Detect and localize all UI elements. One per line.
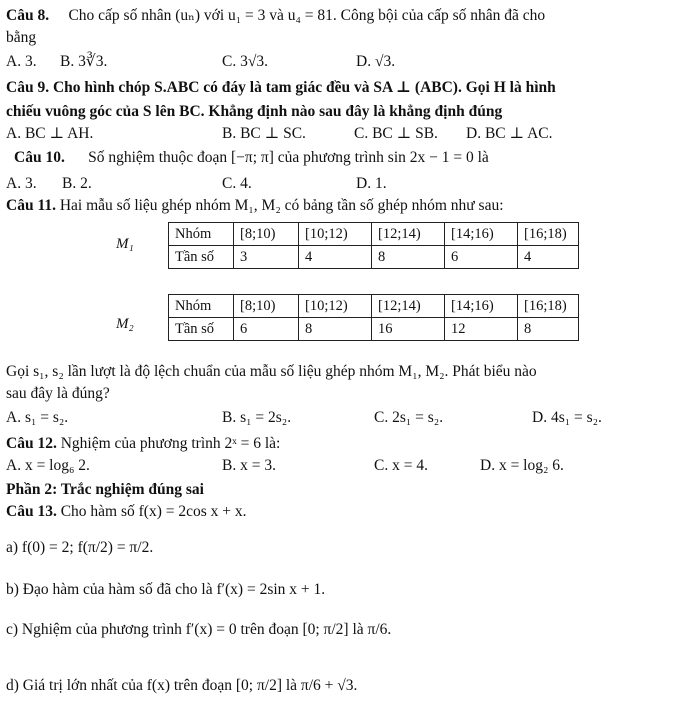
q12-option-d: D. x = log₂ 6. (480, 457, 564, 474)
q12-number: Câu 12. (6, 435, 57, 452)
table1-header-cell: [10;12) (299, 223, 372, 246)
q13-statement-b: b) Đạo hàm của hàm số đã cho là f′(x) = 2sin x + 1. (6, 581, 326, 598)
q12-option-c: C. x = 4. (374, 457, 428, 474)
q9-option-d: D. BC ⊥ AC. (466, 125, 553, 142)
q8-number: Câu 8. (6, 7, 50, 24)
table2-frequency-row (169, 318, 579, 341)
table1-header-cell: [12;14) (372, 223, 445, 246)
q10-option-b: B. 2. (62, 175, 92, 192)
table2-header-row (169, 295, 579, 318)
q8-option-b: B. 3∛3. (60, 53, 108, 70)
table1-cell: 4 (299, 246, 372, 269)
table2-header-cell: [14;16) (445, 295, 518, 318)
table1-header-cell: [16;18) (518, 223, 579, 246)
part2-heading: Phần 2: Trắc nghiệm đúng sai (6, 481, 204, 498)
frequency-table-m2 (168, 294, 579, 341)
table2-cell: 12 (445, 318, 518, 341)
q12-option-a: A. x = log₆ 2. (6, 457, 90, 474)
q8-option-d: D. √3. (356, 53, 396, 70)
q10-number: Câu 10. (14, 149, 65, 166)
q13-statement-c: c) Nghiệm của phương trình f′(x) = 0 trên đoạn [0; π/2] là π/6. (6, 621, 392, 638)
q13-text: Cho hàm số f(x) = 2cos x + x. (60, 503, 247, 520)
q11-after-text2: sau đây là đúng? (6, 385, 110, 402)
table1-header-cell: [8;10) (234, 223, 299, 246)
table1-header-cell: Nhóm (169, 223, 234, 246)
q9-option-a: A. BC ⊥ AH. (6, 125, 94, 142)
q10-line1 (14, 148, 489, 168)
q11-option-d: D. 4s₁ = s₂. (532, 409, 602, 426)
frequency-table-m1 (168, 222, 579, 269)
q12-text: Nghiệm của phương trình 2ˣ = 6 là: (60, 435, 281, 452)
q12-option-b: B. x = 3. (222, 457, 276, 474)
table1-cell: 4 (518, 246, 579, 269)
q11-text: Hai mẫu số liệu ghép nhóm M₁, M₂ có bảng tần số ghép nhóm như sau: (59, 197, 504, 214)
q8-option-c: C. 3√3. (222, 53, 268, 70)
table2-header-cell: [16;18) (518, 295, 579, 318)
q11-option-c: C. 2s₁ = s₂. (374, 409, 444, 426)
q9-line1 (6, 78, 556, 98)
table2-header-cell: [12;14) (372, 295, 445, 318)
table1-cell: Tần số (169, 246, 234, 269)
q13-statement-d: d) Giá trị lớn nhất của f(x) trên đoạn [0; π/2] là π/6 + √3. (6, 677, 358, 694)
table1-cell: 8 (372, 246, 445, 269)
table1-label: M₁ (116, 236, 134, 252)
table1-frequency-row (169, 246, 579, 269)
table2-cell: Tần số (169, 318, 234, 341)
q9-option-c: C. BC ⊥ SB. (354, 125, 438, 142)
q13-statement-a: a) f(0) = 2; f(π/2) = π/2. (6, 539, 154, 556)
table1-cell: 3 (234, 246, 299, 269)
q8-text: Cho cấp số nhân (uₙ) với u₁ = 3 và u₄ = 81. Công bội của cấp số nhân đã cho (68, 7, 546, 24)
q13-number: Câu 13. (6, 503, 57, 520)
q9-text2: chiếu vuông góc của S lên BC. Khẳng định nào sau đây là khẳng định đúng (6, 103, 503, 120)
table1-header-row (169, 223, 579, 246)
q8-option-a: A. 3. (6, 53, 37, 70)
table2-cell: 8 (518, 318, 579, 341)
q11-after-text: Gọi s₁, s₂ lần lượt là độ lệch chuẩn của mẫu số liệu ghép nhóm M₁, M₂. Phát biểu nào (6, 363, 537, 380)
table2-cell: 8 (299, 318, 372, 341)
q10-option-a: A. 3. (6, 175, 37, 192)
q9-text: Cho hình chóp S.ABC có đáy là tam giác đều và SA ⊥ (ABC). Gọi H là hình (52, 79, 556, 96)
table2-label: M₂ (116, 316, 134, 332)
table1-cell: 6 (445, 246, 518, 269)
q8-line1 (6, 6, 545, 26)
q12-line1 (6, 434, 280, 454)
table2-header-cell: [10;12) (299, 295, 372, 318)
q10-option-d: D. 1. (356, 175, 387, 192)
q11-option-b: B. s₁ = 2s₂. (222, 409, 292, 426)
q11-line1 (6, 196, 504, 216)
q13-line1 (6, 502, 247, 522)
q9-number: Câu 9. (6, 79, 50, 96)
table2-cell: 16 (372, 318, 445, 341)
table2-cell: 6 (234, 318, 299, 341)
q8-text2: bằng (6, 29, 37, 46)
q11-option-a: A. s₁ = s₂. (6, 409, 69, 426)
q10-option-c: C. 4. (222, 175, 252, 192)
q9-option-b: B. BC ⊥ SC. (222, 125, 306, 142)
table2-header-cell: [8;10) (234, 295, 299, 318)
q10-text: Số nghiệm thuộc đoạn [−π; π] của phương trình sin 2x − 1 = 0 là (88, 149, 489, 166)
table2-header-cell: Nhóm (169, 295, 234, 318)
table1-header-cell: [14;16) (445, 223, 518, 246)
q11-number: Câu 11. (6, 197, 56, 214)
